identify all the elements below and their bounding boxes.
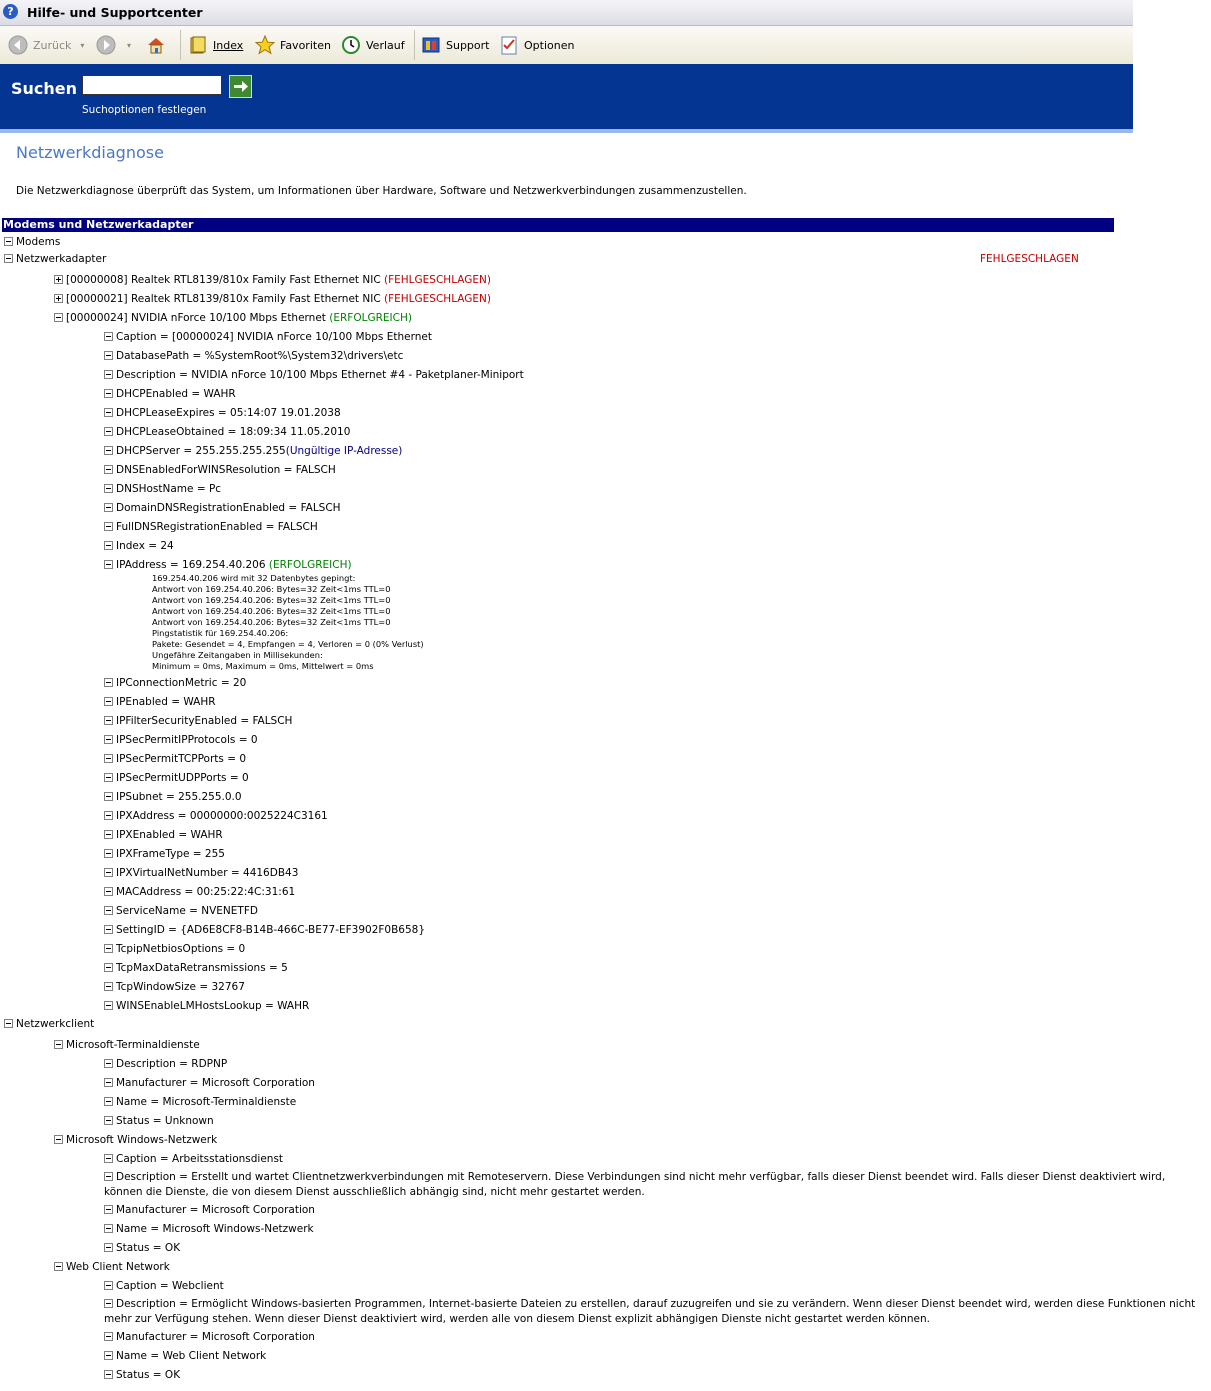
collapse-toggle[interactable] — [104, 465, 113, 474]
collapse-toggle[interactable] — [104, 1370, 113, 1379]
collapse-toggle[interactable] — [104, 370, 113, 379]
tree-property[interactable]: IPSecPermitIPProtocols = 0 — [104, 733, 258, 747]
tree-property[interactable]: IPXVirtualNetNumber = 4416DB43 — [104, 866, 298, 880]
tree-property[interactable]: FullDNSRegistrationEnabled = FALSCH — [104, 520, 318, 534]
tree-property[interactable]: IPSubnet = 255.255.0.0 — [104, 790, 242, 804]
title-bar — [0, 0, 1133, 26]
tree-property[interactable]: IPXEnabled = WAHR — [104, 828, 223, 842]
collapse-toggle[interactable] — [104, 963, 113, 972]
tree-property[interactable]: Name = Microsoft Windows-Netzwerk — [104, 1222, 314, 1236]
go-arrow-icon — [230, 76, 251, 97]
tree-property[interactable]: Status = OK — [104, 1368, 180, 1382]
tree-property[interactable]: DHCPLeaseObtained = 18:09:34 11.05.2010 — [104, 425, 350, 439]
tree-property[interactable]: Description = RDPNP — [104, 1057, 227, 1071]
collapse-toggle[interactable] — [104, 792, 113, 801]
page-description: Die Netzwerkdiagnose überprüft das System, um Informationen über Hardware, Software und Netzwerkverbindungen zusammenzustellen. — [16, 185, 747, 197]
collapse-toggle[interactable] — [104, 811, 113, 820]
tree-node-netadapter[interactable]: Netzwerkadapter — [4, 252, 106, 266]
history-button[interactable]: Verlauf — [341, 34, 405, 56]
collapse-toggle[interactable] — [4, 254, 13, 263]
tree-property[interactable]: IPEnabled = WAHR — [104, 695, 216, 709]
collapse-toggle[interactable] — [104, 1001, 113, 1010]
tree-property[interactable]: IPConnectionMetric = 20 — [104, 676, 246, 690]
toolbar-separator — [414, 30, 415, 60]
collapse-toggle[interactable] — [104, 906, 113, 915]
tree-property[interactable]: Index = 24 — [104, 539, 174, 553]
tree-property[interactable]: Caption = Arbeitsstationsdienst — [104, 1152, 283, 1166]
collapse-toggle[interactable] — [4, 1019, 13, 1028]
tree-property[interactable]: Manufacturer = Microsoft Corporation — [104, 1330, 315, 1344]
collapse-toggle[interactable] — [104, 773, 113, 782]
tree-property[interactable]: Description = Erstellt und wartet Clientnetzwerkverbindungen mit Remoteservern. Diese Verbindungen sind nicht mehr verfügbar, falls dieser Dienst beendet wird. Falls dieser Dienst deaktiviert wird, können die Dienste, die von diesem Dienst ausschließlich abhängig sind, nicht mehr gestartet werden. — [104, 1171, 1166, 1198]
collapse-toggle[interactable] — [104, 1059, 113, 1068]
home-icon — [146, 35, 166, 55]
collapse-toggle[interactable] — [104, 716, 113, 725]
tree-property[interactable]: Status = OK — [104, 1241, 180, 1255]
back-arrow-icon — [8, 35, 28, 55]
collapse-toggle[interactable] — [104, 1154, 113, 1163]
options-button[interactable]: Optionen — [499, 34, 574, 56]
tree-property[interactable]: DHCPEnabled = WAHR — [104, 387, 236, 401]
expand-toggle[interactable] — [54, 275, 63, 284]
options-checklist-icon — [499, 35, 519, 55]
search-input[interactable] — [82, 75, 222, 95]
search-label: Suchen — [11, 79, 78, 98]
forward-arrow-icon — [96, 35, 116, 55]
expand-toggle[interactable] — [54, 294, 63, 303]
collapse-toggle[interactable] — [104, 1097, 113, 1106]
tree-property[interactable]: DomainDNSRegistrationEnabled = FALSCH — [104, 501, 341, 515]
collapse-toggle[interactable] — [104, 697, 113, 706]
back-button[interactable]: Zurück ▾ — [8, 34, 84, 56]
collapse-toggle[interactable] — [104, 1116, 113, 1125]
collapse-toggle[interactable] — [54, 313, 63, 322]
help-icon: ? — [3, 4, 18, 19]
tree-property[interactable]: Manufacturer = Microsoft Corporation — [104, 1076, 315, 1090]
collapse-toggle[interactable] — [104, 1205, 113, 1214]
tree-property[interactable]: ServiceName = NVENETFD — [104, 904, 258, 918]
history-clock-icon — [341, 35, 361, 55]
collapse-toggle[interactable] — [104, 868, 113, 877]
collapse-toggle[interactable] — [104, 849, 113, 858]
collapse-toggle[interactable] — [104, 1281, 113, 1290]
tree-node-netclient[interactable]: Netzwerkclient — [4, 1017, 94, 1031]
collapse-toggle[interactable] — [104, 1243, 113, 1252]
toolbar — [0, 26, 1133, 64]
tree-property[interactable]: Description = NVIDIA nForce 10/100 Mbps Ethernet #4 - Paketplaner-Miniport — [104, 368, 524, 382]
collapse-toggle[interactable] — [104, 735, 113, 744]
collapse-toggle[interactable] — [104, 925, 113, 934]
help-circle-icon: ? — [985, 136, 1007, 158]
page-title: Netzwerkdiagnose — [16, 143, 164, 162]
collapse-toggle[interactable] — [104, 484, 113, 493]
collapse-toggle[interactable] — [54, 1262, 63, 1271]
forward-dropdown-icon[interactable]: ▾ — [127, 40, 132, 50]
tree-property[interactable]: IPAddress = 169.254.40.206 (ERFOLGREICH) — [104, 558, 352, 572]
tree-node-client[interactable]: Microsoft-Terminaldienste — [54, 1038, 200, 1052]
tree-property[interactable]: Caption = [00000024] NVIDIA nForce 10/100 Mbps Ethernet — [104, 330, 432, 344]
tree-property[interactable]: Manufacturer = Microsoft Corporation — [104, 1203, 315, 1217]
collapse-toggle[interactable] — [104, 1332, 113, 1341]
brand-title: ? Hilfe- und Support — [985, 136, 1133, 158]
collapse-toggle[interactable] — [104, 541, 113, 550]
ping-output: 169.254.40.206 wird mit 32 Datenbytes gepingt: Antwort von 169.254.40.206: Bytes=32 Zeit<1ms TTL=0 Antwort von 169.254.40.206: Bytes=32 Zeit<1ms TTL=0 Antwort von 169.254.40.206: Bytes=32 Zeit<1ms TTL=0 Antwort von 169.254.40.206: Bytes=32 Zeit<1ms TTL=0 Pingstatistik für 169.254.40.206: Pakete: Gesendet = 4, Empfangen = 4, Verloren = 0 (0% Verlust) Ungefähre Zeitangaben in Millisekunden: Minimum = 0ms, Maximum = 0ms, Mittelwert = 0ms — [152, 573, 424, 671]
tree-property[interactable]: DHCPLeaseExpires = 05:14:07 19.01.2038 — [104, 406, 341, 420]
tree-property[interactable]: Name = Microsoft-Terminaldienste — [104, 1095, 296, 1109]
tree-property[interactable]: IPSecPermitUDPPorts = 0 — [104, 771, 249, 785]
back-dropdown-icon[interactable]: ▾ — [80, 40, 85, 50]
collapse-toggle[interactable] — [104, 427, 113, 436]
tree-property[interactable]: SettingID = {AD6E8CF8-B14B-466C-BE77-EF3902F0B658} — [104, 923, 425, 937]
tree-node-modems[interactable]: Modems — [4, 235, 60, 249]
collapse-toggle[interactable] — [4, 237, 13, 246]
home-button[interactable] — [146, 34, 166, 56]
tree-node-client[interactable]: Web Client Network — [54, 1260, 170, 1274]
tree-property[interactable]: IPSecPermitTCPPorts = 0 — [104, 752, 246, 766]
tree-node-adapter[interactable]: [00000021] Realtek RTL8139/810x Family Fast Ethernet NIC (FEHLGESCHLAGEN) — [54, 292, 491, 306]
collapse-toggle[interactable] — [104, 1299, 113, 1308]
star-icon — [255, 35, 275, 55]
collapse-toggle[interactable] — [104, 389, 113, 398]
collapse-toggle[interactable] — [104, 944, 113, 953]
support-button[interactable]: Support — [421, 34, 489, 56]
collapse-toggle[interactable] — [104, 332, 113, 341]
forward-button[interactable] — [96, 34, 131, 56]
tree-node-client[interactable]: Microsoft Windows-Netzwerk — [54, 1133, 217, 1147]
collapse-toggle[interactable] — [54, 1040, 63, 1049]
search-go-button[interactable] — [229, 75, 252, 98]
collapse-toggle[interactable] — [104, 351, 113, 360]
favorites-button[interactable]: Favoriten — [255, 34, 331, 56]
tree-property[interactable]: DatabasePath = %SystemRoot%\System32\drivers\etc — [104, 349, 403, 363]
tree-property[interactable]: WINSEnableLMHostsLookup = WAHR — [104, 999, 309, 1013]
collapse-toggle[interactable] — [104, 982, 113, 991]
search-options-link[interactable]: Suchoptionen festlegen — [82, 104, 207, 116]
tree-node-adapter[interactable]: [00000024] NVIDIA nForce 10/100 Mbps Ethernet (ERFOLGREICH) — [54, 311, 412, 325]
tree-property[interactable]: Name = Web Client Network — [104, 1349, 266, 1363]
collapse-toggle[interactable] — [104, 1172, 113, 1181]
collapse-toggle[interactable] — [104, 754, 113, 763]
collapse-toggle[interactable] — [104, 1351, 113, 1360]
netadapter-status: FEHLGESCHLAGEN — [980, 253, 1079, 265]
collapse-toggle[interactable] — [104, 887, 113, 896]
tree-property[interactable]: TcpMaxDataRetransmissions = 5 — [104, 961, 288, 975]
tree-property[interactable]: Status = Unknown — [104, 1114, 214, 1128]
collapse-toggle[interactable] — [104, 408, 113, 417]
tree-property[interactable]: MACAddress = 00:25:22:4C:31:61 — [104, 885, 295, 899]
index-book-icon — [188, 35, 208, 55]
tree-node-adapter[interactable]: [00000008] Realtek RTL8139/810x Family Fast Ethernet NIC (FEHLGESCHLAGEN) — [54, 273, 491, 287]
tree-property[interactable]: IPXAddress = 00000000:0025224C3161 — [104, 809, 328, 823]
collapse-toggle[interactable] — [104, 503, 113, 512]
tree-property[interactable]: DNSEnabledForWINSResolution = FALSCH — [104, 463, 336, 477]
collapse-toggle[interactable] — [104, 446, 113, 455]
window-title: Hilfe- und Supportcenter — [27, 5, 203, 20]
collapse-toggle[interactable] — [104, 678, 113, 687]
collapse-toggle[interactable] — [104, 522, 113, 531]
tree-property[interactable]: Caption = Webclient — [104, 1279, 224, 1293]
collapse-toggle[interactable] — [104, 560, 113, 569]
collapse-toggle[interactable] — [54, 1135, 63, 1144]
collapse-toggle[interactable] — [104, 1078, 113, 1087]
tree-property[interactable]: TcpWindowSize = 32767 — [104, 980, 245, 994]
section-header: Modems und Netzwerkadapter — [2, 218, 1114, 232]
collapse-toggle[interactable] — [104, 1224, 113, 1233]
tree-property[interactable]: IPXFrameType = 255 — [104, 847, 225, 861]
toolbar-separator — [180, 30, 181, 60]
tree-property[interactable]: TcpipNetbiosOptions = 0 — [104, 942, 245, 956]
tree-property[interactable]: Description = Ermöglicht Windows-basierten Programmen, Internet-basierte Dateien zu erstellen, darauf zuzugreifen und sie zu verändern. Wenn dieser Dienst beendet wird, werden diese Funktionen nicht mehr zur Verfügung stehen. Wenn dieser Dienst deaktiviert wird, werden alle von diesem Dienst explizit abhängigen Dienste nicht gestartet werden können. — [104, 1298, 1196, 1325]
support-icon — [421, 35, 441, 55]
tree-property[interactable]: DNSHostName = Pc — [104, 482, 221, 496]
collapse-toggle[interactable] — [104, 830, 113, 839]
tree-property[interactable]: DHCPServer = 255.255.255.255(Ungültige IP-Adresse) — [104, 444, 402, 458]
index-button[interactable]: Index — [188, 34, 243, 56]
tree-property[interactable]: IPFilterSecurityEnabled = FALSCH — [104, 714, 292, 728]
